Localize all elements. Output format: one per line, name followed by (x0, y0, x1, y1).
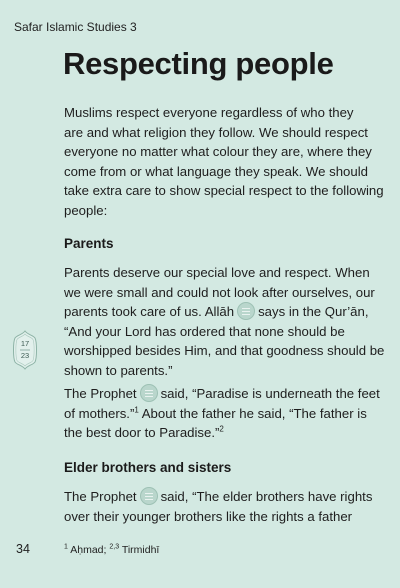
footnote-marker: 1 (134, 405, 139, 415)
text-fragment: of mothers.” (64, 405, 135, 421)
text-line (64, 404, 380, 424)
text-line: over their younger brothers like the rights a father (64, 508, 353, 524)
chapter-title: Respecting people (63, 46, 334, 81)
page-number: 34 (16, 542, 30, 556)
parents-paragraph (64, 263, 384, 380)
text-line (64, 302, 384, 322)
text-fragment: The Prophet (64, 386, 137, 401)
parents-hadith-paragraph (64, 384, 380, 443)
footnote-marker: 2 (219, 424, 224, 434)
text-line: Parents deserve our special love and respect. When (64, 265, 370, 280)
section-heading-parents: Parents (64, 236, 114, 251)
footnote-text: Tirmidhī (119, 544, 160, 556)
text-fragment: The Prophet (64, 489, 137, 504)
text-line: everyone no matter what colour they are, where they (64, 144, 372, 159)
text-fragment: said, “Paradise is underneath the feet (160, 386, 380, 401)
footnotes (64, 544, 159, 556)
prophet-salutation-icon (140, 487, 158, 505)
ayah-verse-number: 23 (20, 351, 30, 360)
section-heading-elder-siblings: Elder brothers and sisters (64, 460, 232, 475)
intro-paragraph (64, 103, 384, 220)
ayah-reference-badge (12, 330, 38, 370)
text-fragment: said, “The elder brothers have rights (160, 489, 373, 504)
text-line: worshipped besides Him, and that goodness should be (64, 343, 385, 358)
text-line: are and what religion they follow. We should respect (64, 124, 368, 140)
text-line (64, 487, 372, 507)
ornament-frame-icon (12, 330, 38, 370)
text-line: come from or what language they speak. We should (64, 163, 368, 179)
siblings-paragraph (64, 487, 372, 526)
footnote-marker: 2,3 (109, 543, 120, 551)
text-line (64, 423, 380, 443)
text-line: shown to parents.” (64, 362, 173, 378)
text-fragment: the best door to Paradise.” (64, 425, 220, 440)
text-fragment: About the father he said, “The father is (138, 405, 367, 421)
text-line: we were small and could not look after ourselves, our (64, 284, 375, 300)
text-fragment: parents took care of us. Allāh (64, 304, 235, 319)
text-fragment: says in the Qur’ān, (258, 304, 369, 319)
text-line: take extra care to show special respect to the following (64, 183, 384, 198)
footnote-marker: 1 (64, 543, 68, 551)
ayah-chapter-number: 17 (20, 339, 30, 348)
text-line: people: (64, 202, 108, 218)
text-line (64, 384, 380, 404)
footnote-text: Aḥmad; (67, 544, 110, 556)
text-line: “And your Lord has ordered that none should be (64, 323, 345, 339)
text-line: Muslims respect everyone regardless of who they (64, 105, 354, 120)
prophet-salutation-icon (140, 384, 158, 402)
allah-salutation-icon (237, 302, 255, 320)
book-series-title: Safar Islamic Studies 3 (14, 20, 137, 34)
